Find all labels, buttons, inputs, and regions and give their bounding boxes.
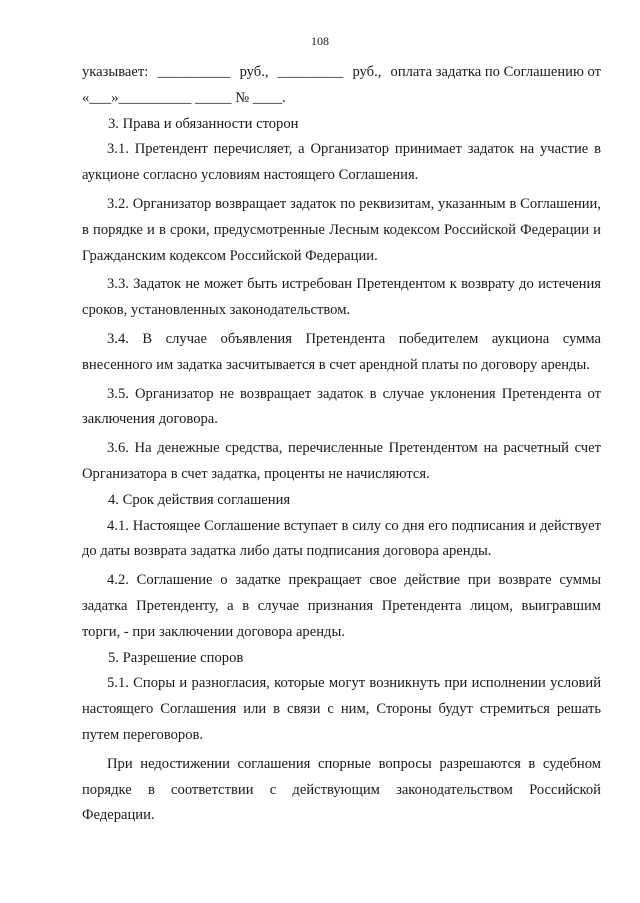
amount-line-word-2: руб., — [239, 64, 269, 80]
clause-3-6: 3.6. На денежные средства, перечисленные Претендентом на расчетный счет Организатора в счет задатка, проценты не начисляются. — [82, 440, 601, 482]
clause-3-2: 3.2. Организатор возвращает задаток по реквизитам, указанным в Соглашении, в порядке и в сроки, предусмотренные Лесным кодексом Российской Федерации и Гражданским кодексом Российской Федерации. — [82, 195, 601, 264]
amount-line-word-3: руб., — [352, 64, 382, 80]
clause-4-2: 4.2. Соглашение о задатке прекращает свое действие при возврате суммы задатка Претенденту, а в случае признания Претендента лицом, выигравшим торги, - при заключении договора аренды. — [82, 572, 601, 640]
clause-3-4: 3.4. В случае объявления Претендента победителем аукциона сумма внесенного им задатка засчитывается в счет арендной платы по договору аренды. — [82, 330, 601, 373]
amount-line-word-1: указывает: — [82, 64, 149, 80]
clause-5-2: При недостижении соглашения спорные вопросы разрешаются в судебном порядке в соответствии с действующим законодательством Российской Федерации. — [82, 755, 601, 824]
clause-3-3: 3.3. Задаток не может быть истребован Претендентом к возврату до истечения сроков, установленных законодательством. — [82, 276, 601, 319]
clause-3-5: 3.5. Организатор не возвращает задаток в случае уклонения Претендента от заключения договора. — [82, 385, 601, 428]
page-number: 108 — [311, 34, 329, 48]
amount-blank-2: _________ — [277, 64, 344, 80]
date-number-line: «___»__________ _____ № ____. — [82, 89, 286, 106]
amount-line — [82, 60, 601, 86]
clause-5-1: 5.1. Споры и разногласия, которые могут возникнуть при исполнении условий настоящего Соглашения или в связи с ним, Стороны будут стремиться решать путем переговоров. — [82, 675, 601, 743]
amount-blank-1: __________ — [157, 64, 231, 80]
clause-4-1: 4.1. Настоящее Соглашение вступает в силу со дня его подписания и действует до даты возврата задатка либо даты подписания договора аренды. — [82, 517, 601, 560]
document-body — [82, 60, 601, 829]
clause-3-1: 3.1. Претендент перечисляет, а Организатор принимает задаток на участие в аукционе согласно условиям настоящего Соглашения. — [82, 141, 601, 184]
amount-line-word-4: оплата задатка по Соглашению от — [390, 64, 601, 80]
section-5-title: 5. Разрешение споров — [108, 649, 244, 666]
section-3-title: 3. Права и обязанности сторон — [108, 115, 299, 132]
section-4-title: 4. Срок действия соглашения — [108, 491, 291, 508]
